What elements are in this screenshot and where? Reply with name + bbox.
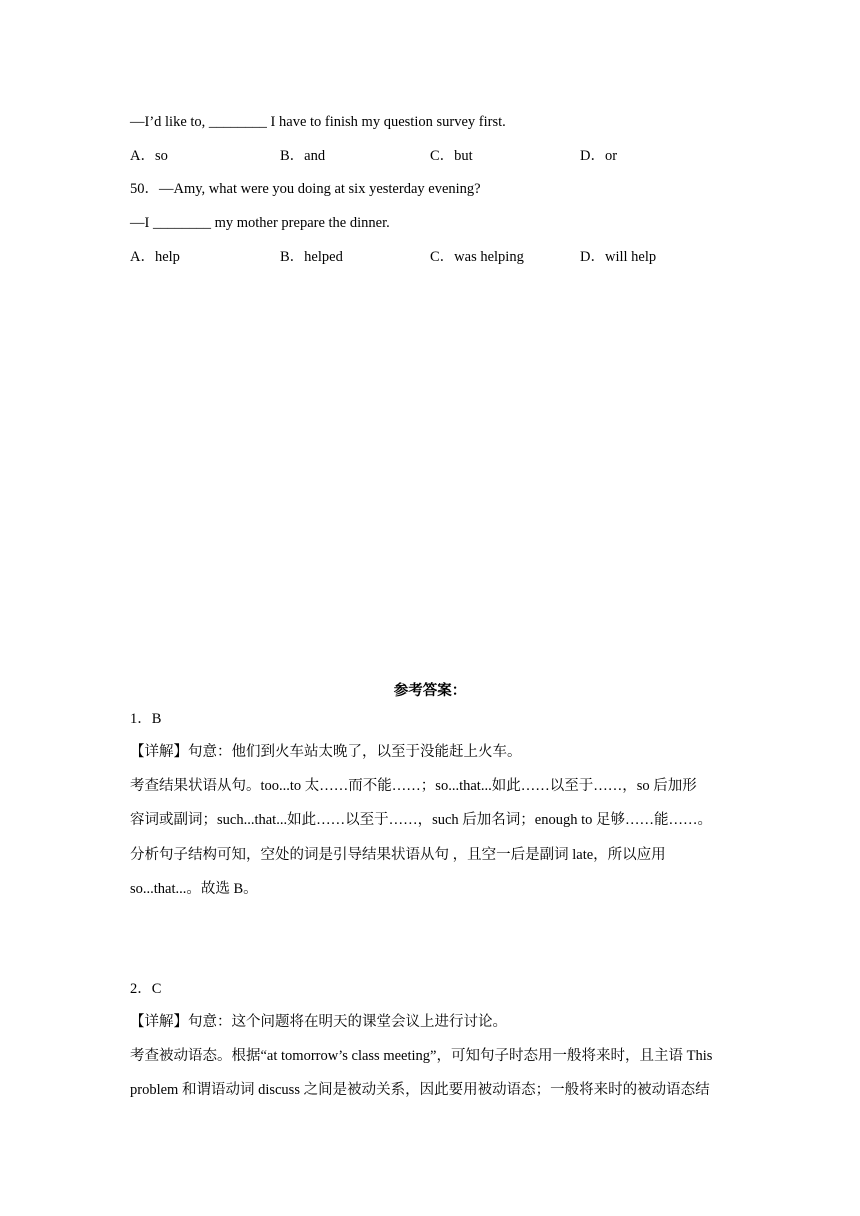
- answer-1-number: 1．B: [130, 711, 162, 727]
- answer-1-detail-line: 考查结果状语从句。too...to 太……而不能……；so...that...如此……以至于……，so 后加形: [130, 778, 697, 794]
- q49-option-b: B．and: [280, 148, 326, 164]
- answer-1-detail-line: 容词或副词；such...that...如此……以至于……，such 后加名词；enough to 足够……能……。: [130, 812, 712, 828]
- answers-heading: 参考答案：: [393, 683, 467, 699]
- answer-2-detail-line: 【详解】句意：这个问题将在明天的课堂会议上进行讨论。: [130, 1014, 507, 1030]
- answer-2-detail-line: 考查被动语态。根据“at tomorrow’s class meeting”，可知句子时态用一般将来时，且主语 This: [130, 1048, 713, 1064]
- answer-1-detail-line: 分析句子结构可知，空处的词是引导结果状语从句 ，且空一后是副词 late，所以应用: [130, 847, 666, 863]
- q49-option-a: A．so: [130, 148, 168, 164]
- q49-answer-line: —I’d like to, ________ I have to finish my question survey first.: [130, 114, 506, 130]
- q49-option-d: D．or: [580, 148, 618, 164]
- q50-option-b: B．helped: [280, 249, 343, 265]
- answer-1-detail-line: so...that...。故选 B。: [130, 881, 258, 897]
- q50-option-a: A．help: [130, 249, 180, 265]
- q50-option-d: D．will help: [580, 249, 657, 265]
- q49-option-c: C．but: [430, 148, 473, 164]
- q50-answer-line: —I ________ my mother prepare the dinner.: [130, 215, 390, 231]
- answer-1-detail-line: 【详解】句意：他们到火车站太晚了，以至于没能赶上火车。: [130, 744, 522, 760]
- answer-2-detail-line: problem 和谓语动词 discuss 之间是被动关系，因此要用被动语态；一般将来时的被动语态结: [130, 1082, 710, 1098]
- q50-question: 50．—Amy, what were you doing at six yesterday evening?: [130, 181, 481, 197]
- q50-option-c: C．was helping: [430, 249, 524, 265]
- answer-2-number: 2．C: [130, 981, 162, 997]
